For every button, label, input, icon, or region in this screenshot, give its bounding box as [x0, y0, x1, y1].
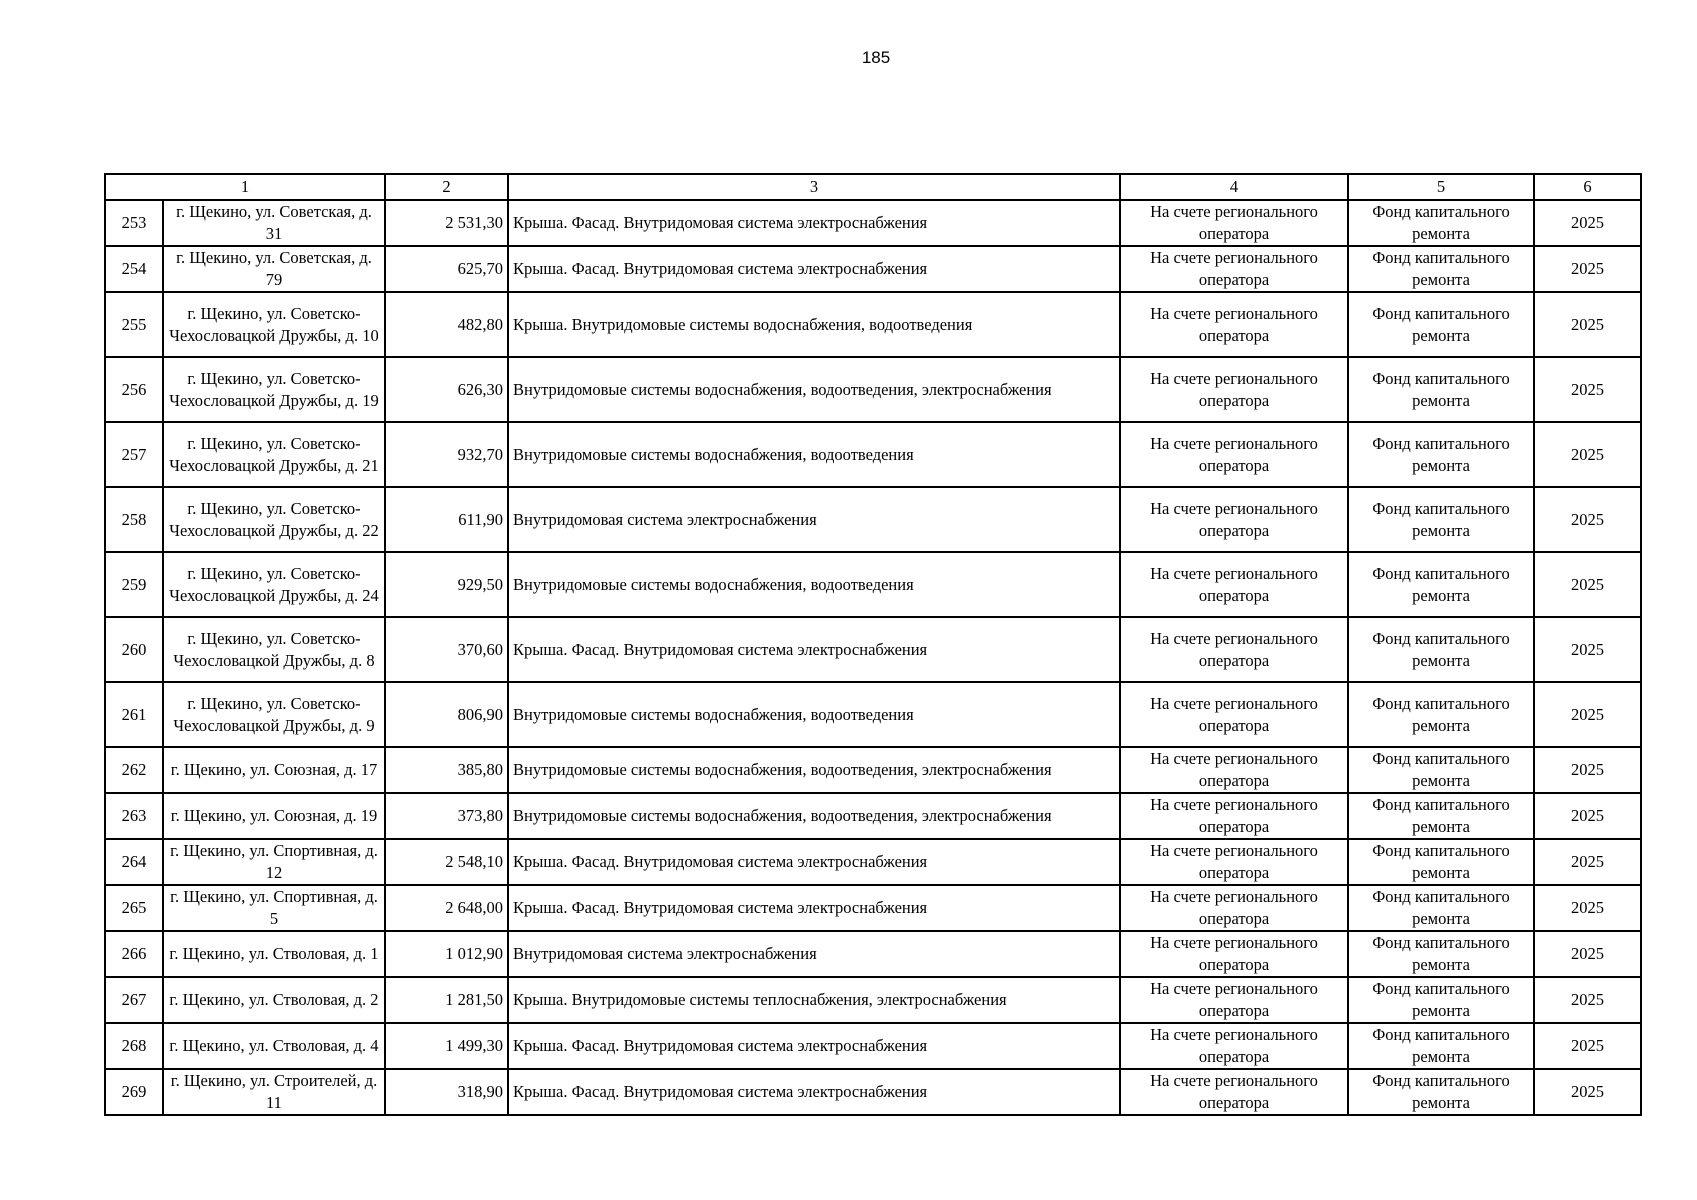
account-cell: На счете регионального оператора: [1120, 977, 1348, 1023]
row-number: 263: [105, 793, 163, 839]
row-number: 255: [105, 292, 163, 357]
area-cell: 373,80: [385, 793, 508, 839]
column-header-4: 4: [1120, 174, 1348, 200]
area-cell: 625,70: [385, 246, 508, 292]
funding-source-cell: Фонд капитального ремонта: [1348, 422, 1534, 487]
works-cell: Крыша. Фасад. Внутридомовая система электроснабжения: [508, 1023, 1120, 1069]
works-cell: Внутридомовая система электроснабжения: [508, 931, 1120, 977]
account-cell: На счете регионального оператора: [1120, 1069, 1348, 1115]
year-cell: 2025: [1534, 682, 1641, 747]
area-cell: 1 499,30: [385, 1023, 508, 1069]
row-number: 266: [105, 931, 163, 977]
year-cell: 2025: [1534, 793, 1641, 839]
account-cell: На счете регионального оператора: [1120, 552, 1348, 617]
row-number: 257: [105, 422, 163, 487]
account-cell: На счете регионального оператора: [1120, 1023, 1348, 1069]
account-cell: На счете регионального оператора: [1120, 292, 1348, 357]
year-cell: 2025: [1534, 246, 1641, 292]
account-cell: На счете регионального оператора: [1120, 885, 1348, 931]
year-cell: 2025: [1534, 487, 1641, 552]
area-cell: 2 531,30: [385, 200, 508, 246]
address-cell: г. Щекино, ул. Советско-Чехословацкой Дружбы, д. 10: [163, 292, 385, 357]
address-cell: г. Щекино, ул. Спортивная, д. 5: [163, 885, 385, 931]
row-number: 265: [105, 885, 163, 931]
area-cell: 929,50: [385, 552, 508, 617]
address-cell: г. Щекино, ул. Строителей, д. 11: [163, 1069, 385, 1115]
funding-source-cell: Фонд капитального ремонта: [1348, 682, 1534, 747]
works-cell: Крыша. Фасад. Внутридомовая система электроснабжения: [508, 246, 1120, 292]
table-row: [105, 747, 1641, 793]
account-cell: На счете регионального оператора: [1120, 246, 1348, 292]
area-cell: 1 012,90: [385, 931, 508, 977]
funding-source-cell: Фонд капитального ремонта: [1348, 617, 1534, 682]
works-cell: Крыша. Фасад. Внутридомовая система электроснабжения: [508, 839, 1120, 885]
year-cell: 2025: [1534, 1023, 1641, 1069]
funding-source-cell: Фонд капитального ремонта: [1348, 200, 1534, 246]
row-number: 262: [105, 747, 163, 793]
area-cell: 611,90: [385, 487, 508, 552]
funding-source-cell: Фонд капитального ремонта: [1348, 977, 1534, 1023]
table-row: [105, 885, 1641, 931]
account-cell: На счете регионального оператора: [1120, 617, 1348, 682]
table-row: [105, 1023, 1641, 1069]
works-cell: Внутридомовая система электроснабжения: [508, 487, 1120, 552]
works-cell: Крыша. Фасад. Внутридомовая система электроснабжения: [508, 617, 1120, 682]
year-cell: 2025: [1534, 747, 1641, 793]
row-number: 254: [105, 246, 163, 292]
funding-source-cell: Фонд капитального ремонта: [1348, 487, 1534, 552]
year-cell: 2025: [1534, 292, 1641, 357]
year-cell: 2025: [1534, 422, 1641, 487]
year-cell: 2025: [1534, 839, 1641, 885]
capital-repair-table: [104, 173, 1642, 1116]
table-row: [105, 246, 1641, 292]
page-number: 185: [861, 48, 891, 67]
column-header-5: 5: [1348, 174, 1534, 200]
works-cell: Внутридомовые системы водоснабжения, водоотведения, электроснабжения: [508, 793, 1120, 839]
column-number-row: [105, 174, 1641, 200]
address-cell: г. Щекино, ул. Советская, д. 79: [163, 246, 385, 292]
row-number: 256: [105, 357, 163, 422]
works-cell: Крыша. Внутридомовые системы водоснабжения, водоотведения: [508, 292, 1120, 357]
year-cell: 2025: [1534, 552, 1641, 617]
row-number: 259: [105, 552, 163, 617]
works-cell: Крыша. Фасад. Внутридомовая система электроснабжения: [508, 1069, 1120, 1115]
table-row: [105, 793, 1641, 839]
account-cell: На счете регионального оператора: [1120, 357, 1348, 422]
account-cell: На счете регионального оператора: [1120, 200, 1348, 246]
area-cell: 318,90: [385, 1069, 508, 1115]
table-row: [105, 617, 1641, 682]
address-cell: г. Щекино, ул. Спортивная, д. 12: [163, 839, 385, 885]
funding-source-cell: Фонд капитального ремонта: [1348, 839, 1534, 885]
funding-source-cell: Фонд капитального ремонта: [1348, 292, 1534, 357]
column-header-3: 3: [508, 174, 1120, 200]
year-cell: 2025: [1534, 357, 1641, 422]
area-cell: 626,30: [385, 357, 508, 422]
row-number: 264: [105, 839, 163, 885]
works-cell: Крыша. Фасад. Внутридомовая система электроснабжения: [508, 885, 1120, 931]
funding-source-cell: Фонд капитального ремонта: [1348, 357, 1534, 422]
year-cell: 2025: [1534, 885, 1641, 931]
year-cell: 2025: [1534, 1069, 1641, 1115]
funding-source-cell: Фонд капитального ремонта: [1348, 1023, 1534, 1069]
year-cell: 2025: [1534, 617, 1641, 682]
account-cell: На счете регионального оператора: [1120, 793, 1348, 839]
address-cell: г. Щекино, ул. Советско-Чехословацкой Дружбы, д. 24: [163, 552, 385, 617]
funding-source-cell: Фонд капитального ремонта: [1348, 747, 1534, 793]
account-cell: На счете регионального оператора: [1120, 682, 1348, 747]
area-cell: 482,80: [385, 292, 508, 357]
row-number: 267: [105, 977, 163, 1023]
row-number: 253: [105, 200, 163, 246]
table-row: [105, 839, 1641, 885]
address-cell: г. Щекино, ул. Союзная, д. 17: [163, 747, 385, 793]
address-cell: г. Щекино, ул. Советско-Чехословацкой Дружбы, д. 19: [163, 357, 385, 422]
row-number: 269: [105, 1069, 163, 1115]
address-cell: г. Щекино, ул. Советская, д. 31: [163, 200, 385, 246]
works-cell: Крыша. Фасад. Внутридомовая система электроснабжения: [508, 200, 1120, 246]
year-cell: 2025: [1534, 977, 1641, 1023]
row-number: 260: [105, 617, 163, 682]
address-cell: г. Щекино, ул. Советско-Чехословацкой Дружбы, д. 8: [163, 617, 385, 682]
account-cell: На счете регионального оператора: [1120, 487, 1348, 552]
address-cell: г. Щекино, ул. Стволовая, д. 4: [163, 1023, 385, 1069]
funding-source-cell: Фонд капитального ремонта: [1348, 793, 1534, 839]
account-cell: На счете регионального оператора: [1120, 839, 1348, 885]
account-cell: На счете регионального оператора: [1120, 747, 1348, 793]
address-cell: г. Щекино, ул. Союзная, д. 19: [163, 793, 385, 839]
table-row: [105, 487, 1641, 552]
table-row: [105, 292, 1641, 357]
area-cell: 1 281,50: [385, 977, 508, 1023]
works-cell: Внутридомовые системы водоснабжения, водоотведения, электроснабжения: [508, 747, 1120, 793]
works-cell: Крыша. Внутридомовые системы теплоснабжения, электроснабжения: [508, 977, 1120, 1023]
funding-source-cell: Фонд капитального ремонта: [1348, 552, 1534, 617]
funding-source-cell: Фонд капитального ремонта: [1348, 885, 1534, 931]
column-header-2: 2: [385, 174, 508, 200]
works-cell: Внутридомовые системы водоснабжения, водоотведения: [508, 682, 1120, 747]
table-row: [105, 552, 1641, 617]
address-cell: г. Щекино, ул. Стволовая, д. 1: [163, 931, 385, 977]
area-cell: 806,90: [385, 682, 508, 747]
row-number: 268: [105, 1023, 163, 1069]
table-row: [105, 977, 1641, 1023]
table-row: [105, 682, 1641, 747]
address-cell: г. Щекино, ул. Советско-Чехословацкой Дружбы, д. 21: [163, 422, 385, 487]
funding-source-cell: Фонд капитального ремонта: [1348, 931, 1534, 977]
area-cell: 385,80: [385, 747, 508, 793]
column-header-6: 6: [1534, 174, 1641, 200]
column-header-1: 1: [105, 174, 385, 200]
account-cell: На счете регионального оператора: [1120, 931, 1348, 977]
works-cell: Внутридомовые системы водоснабжения, водоотведения: [508, 422, 1120, 487]
account-cell: На счете регионального оператора: [1120, 422, 1348, 487]
table-row: [105, 931, 1641, 977]
year-cell: 2025: [1534, 200, 1641, 246]
funding-source-cell: Фонд капитального ремонта: [1348, 1069, 1534, 1115]
table-row: [105, 1069, 1641, 1115]
area-cell: 2 648,00: [385, 885, 508, 931]
year-cell: 2025: [1534, 931, 1641, 977]
area-cell: 370,60: [385, 617, 508, 682]
works-cell: Внутридомовые системы водоснабжения, водоотведения: [508, 552, 1120, 617]
row-number: 258: [105, 487, 163, 552]
table-row: [105, 200, 1641, 246]
row-number: 261: [105, 682, 163, 747]
address-cell: г. Щекино, ул. Советско-Чехословацкой Дружбы, д. 9: [163, 682, 385, 747]
works-cell: Внутридомовые системы водоснабжения, водоотведения, электроснабжения: [508, 357, 1120, 422]
area-cell: 932,70: [385, 422, 508, 487]
area-cell: 2 548,10: [385, 839, 508, 885]
table-row: [105, 422, 1641, 487]
funding-source-cell: Фонд капитального ремонта: [1348, 246, 1534, 292]
table-row: [105, 357, 1641, 422]
address-cell: г. Щекино, ул. Стволовая, д. 2: [163, 977, 385, 1023]
address-cell: г. Щекино, ул. Советско-Чехословацкой Дружбы, д. 22: [163, 487, 385, 552]
